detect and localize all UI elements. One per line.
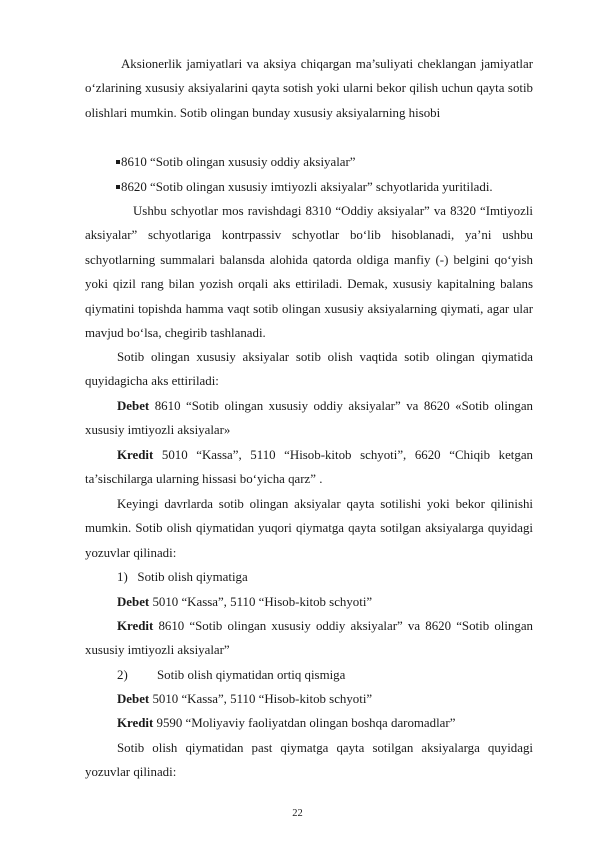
- bullet-8610-text: 8610 “Sotib olingan xususiy oddiy aksiyalar”: [121, 155, 356, 169]
- debet-label: Debet: [117, 595, 150, 609]
- bullet-square-icon: [116, 185, 120, 189]
- bullet-8620-text: 8620 “Sotib olingan xususiy imtiyozli aksiyalar” schyotlarida yuritiladi.: [121, 180, 493, 194]
- numbered-item-1: 1) Sotib olish qiymatiga: [117, 570, 248, 584]
- kredit-3-text: 9590 “Moliyaviy faoliyatdan olingan boshqa daromadlar”: [153, 716, 456, 730]
- kredit-label: Kredit: [117, 619, 154, 633]
- kredit-1-text: 5010 “Kassa”, 5110 “Hisob-kitob schyoti”, 6620 “Chiqib ketgan ta’sischilarga ularning hissasi bo‘yicha qarz” .: [85, 448, 533, 487]
- paragraph-intro: Aksionerlik jamiyatlari va aksiya chiqargan ma’suliyati cheklangan jamiyatlar o‘zlarining xususiy aksiyalarini qayta sotish yoki ularni bekor qilish uchun qayta sotib olishlari mumkin. Sotib olingan bunday xususiy aksiyalarning hisobi: [85, 57, 533, 120]
- entry-kredit-1: [85, 443, 533, 492]
- debet-2-text: 5010 “Kassa”, 5110 “Hisob-kitob schyoti”: [149, 595, 373, 609]
- bullet-8610: [116, 150, 356, 174]
- page-number: 22: [292, 808, 303, 819]
- bullet-8620: [116, 175, 493, 199]
- kredit-label: Kredit: [117, 448, 154, 462]
- numbered-item-2-text: Sotib olish qiymatidan ortiq qismiga: [157, 668, 346, 682]
- paragraph-resale: Keyingi davrlarda sotib olingan aksiyalar qayta sotilishi yoki bekor qilinishi mumkin. Sotib olish qiymatidan yuqori qiymatga qayta sotilgan aksiyalarga quyidagi yozuvlar qilinadi:: [85, 497, 533, 560]
- paragraph-contra-accounts: Ushbu schyotlar mos ravishdagi 8310 “Oddiy aksiyalar” va 8320 “Imtiyozli aksiyalar” schyotlariga kontrpassiv schyotlar bo‘lib hisoblanadi, ya’ni ushbu schyotlarning summalari balansda alohida qatorda oldiga manfiy (-) belgini qo‘yish yoki qizil rang bilan yozish orqali aks ettiriladi. Demak, xususiy kapitalning balans qiymatini topishda hamma vaqt sotib olingan xususiy aksiyalarning qiymati, agar ular mavjud bo‘lsa, chegirib tashlanadi.: [85, 204, 533, 341]
- entry-debet-1: [85, 394, 533, 443]
- bullet-square-icon: [116, 160, 120, 164]
- debet-label: Debet: [117, 692, 150, 706]
- entry-debet-2: [85, 590, 533, 614]
- numbered-item-2-number: 2): [117, 668, 128, 682]
- entry-kredit-2: [85, 614, 533, 663]
- kredit-label: Kredit: [117, 716, 154, 730]
- entry-kredit-3: [85, 711, 533, 735]
- debet-1-text: 8610 “Sotib olingan xususiy oddiy aksiyalar” va 8620 «Sotib olingan xususiy imtiyozli aksiyalar»: [85, 399, 533, 438]
- paragraph-lower-price-resale: Sotib olish qiymatidan past qiymatga qayta sotilgan aksiyalarga quyidagi yozuvlar qilinadi:: [85, 741, 533, 780]
- debet-label: Debet: [117, 399, 150, 413]
- paragraph-purchase-recording: Sotib olingan xususiy aksiyalar sotib olish vaqtida sotib olingan qiymatida quyidagicha aks ettiriladi:: [85, 350, 533, 389]
- entry-debet-3: [85, 687, 533, 711]
- kredit-2-text: 8610 “Sotib olingan xususiy oddiy aksiyalar” va 8620 “Sotib olingan xususiy imtiyozli aksiyalar”: [85, 619, 533, 658]
- debet-3-text: 5010 “Kassa”, 5110 “Hisob-kitob schyoti”: [149, 692, 373, 706]
